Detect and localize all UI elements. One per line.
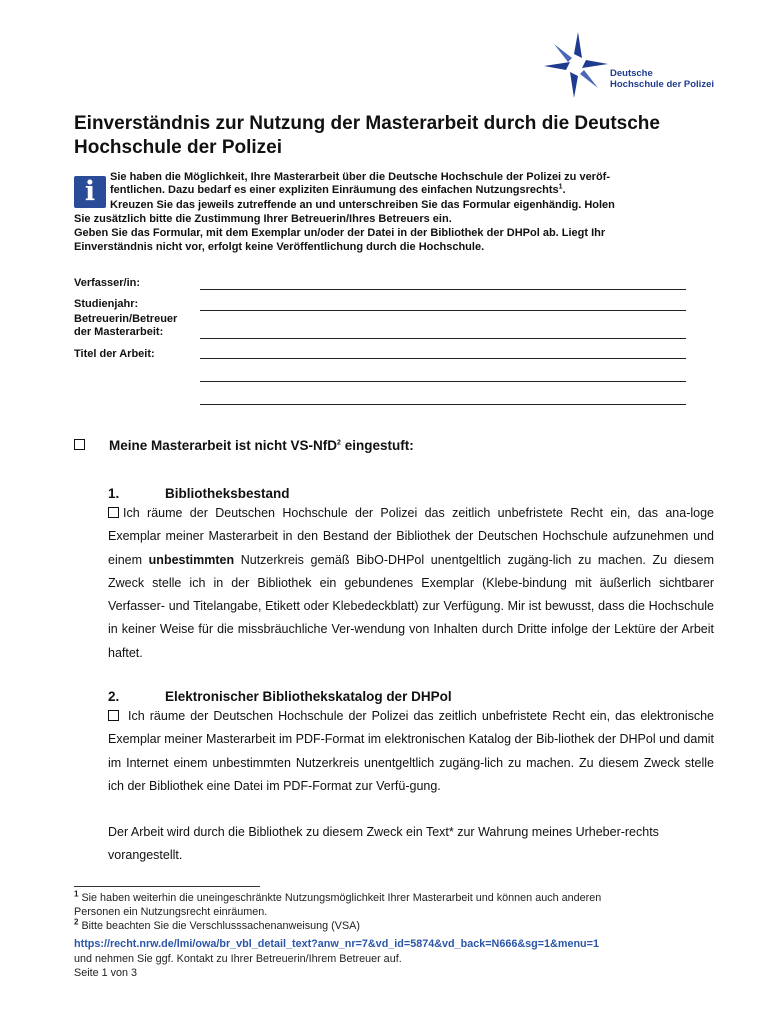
footnote-2-end: und nehmen Sie ggf. Kontakt zu Ihrer Betreuerin/Ihrem Betreuer auf. [74,953,402,965]
footnote-divider [74,886,260,887]
footnote-1-number: 1 [74,889,79,899]
section1-number: 1. [108,486,120,501]
section1-text-bold: unbestimmten [148,552,235,567]
supervisor-label-line2: der Masterarbeit: [74,326,164,338]
logo-line1: Deutsche [610,68,653,79]
supervisor-label [74,313,177,339]
vsa-link[interactable]: https://recht.nrw.de/lmi/owa/br_vbl_detail_text?anw_nr=7&vd_id=5874&vd_back=N666&sg=1&menu=1 [74,938,599,950]
electronic-catalog-checkbox[interactable] [108,710,119,721]
vs-nfd-text: Meine Masterarbeit ist nicht VS-NfD [109,438,338,453]
section1-text-before: Ich räume der Deutschen Hochschule der Polizei das zeitlich unbefristete Recht ein, das ana-loge Exemplar meiner Masterarbeit in den Bestand der Bibliothek der Deutschen Hochschule aufzunehmen und einem [108,506,714,567]
year-label: Studienjahr: [74,298,139,310]
title-line1: Einverständnis zur Nutzung der Masterarbeit durch die Deutsche [74,113,660,134]
thesis-title-field-3[interactable] [200,404,686,405]
section2-heading: Elektronischer Bibliothekskatalog der DHPol [165,689,452,704]
vs-nfd-text-end: eingestuft: [340,438,414,453]
section1-text-after: Nutzerkreis gemäß BibO-DHPol unentgeltlich zugäng-lich zu machen. Zu diesem Zweck stelle ich in der Bibliothek ein gebundenes Exemplar (Klebe-bindung mit äußerlich sichtbarer Verfasser- und Titelangabe, Etikett oder Klebedeckblatt) zur Verfügung. Mir ist bewusst, dass die Hochschule in keiner Weise für die missbräuchliche Ver-wendung von Inhalten durch Dritte infolge der Lektüre der Arbeit haftet. [108,552,714,660]
title-line2: Hochschule der Polizei [74,137,282,158]
footnote-ref-1: 1 [558,183,563,191]
author-label: Verfasser/in: [74,277,141,289]
section2-number: 2. [108,689,120,704]
thesis-title-label: Titel der Arbeit: [74,348,155,360]
intro-line6: Einverständnis nicht vor, erfolgt keine Veröffentlichung durch die Hochschule. [74,241,485,253]
info-icon-glyph: i [84,176,96,207]
intro-line4: Sie zusätzlich bitte die Zustimmung Ihrer Betreuerin/Ihres Betreuers ein. [74,213,452,225]
logo-wordmark [610,68,714,90]
intro-line1: Sie haben die Möglichkeit, Ihre Masterarbeit über die Deutsche Hochschule der Polizei zu veröf- [110,171,611,183]
vs-nfd-statement [109,438,414,454]
logo-line2: Hochschule der Polizei [610,79,714,90]
intro-line2-end: . [562,184,566,196]
intro-line5: Geben Sie das Formular, mit dem Exemplar un/oder der Datei in der Bibliothek der DHPol ab. Liegt Ihr [74,227,606,239]
supervisor-field[interactable] [200,338,686,339]
footnote-1-line2: Personen ein Nutzungsrecht einräumen. [74,906,268,918]
footnote-2 [74,917,724,933]
vs-nfd-checkbox[interactable] [74,439,85,450]
section2-paragraph [108,705,714,798]
section2-text: Ich räume der Deutschen Hochschule der Polizei das zeitlich unbefristete Recht ein, das elektronische Exemplar meiner Masterarbeit im PDF-Format im elektronischen Katalog der Bib-liothek der DHPol und damit im Internet einem unbestimmten Nutzerkreis unentgeltlich zugäng-lich zu machen. Zu diesem Zweck stelle ich der Bibliothek eine Datei im PDF-Format zur Verfü-gung. [108,709,714,793]
intro-line2-text: fentlichen. Dazu bedarf es einer expliziten Einräumung des einfachen Nutzungsrechts [110,184,559,196]
dhpol-logo [540,30,730,100]
intro-line2 [110,184,566,197]
info-icon [74,176,106,208]
section2-paragraph2: Der Arbeit wird durch die Bibliothek zu diesem Zweck ein Text* zur Wahrung meines Urheber-rechts vorangestellt. [108,825,659,863]
footnote-1 [74,889,724,905]
footnote-1-line1: Sie haben weiterhin die uneingeschränkte Nutzungsmöglichkeit Ihrer Masterarbeit und können auch anderen [81,892,602,904]
footnote-2-text: Bitte beachten Sie die Verschlusssachenanweisung (VSA) [81,920,360,932]
footnote-2-number: 2 [74,917,79,927]
thesis-title-field-1[interactable] [200,358,686,359]
section1-heading: Bibliotheksbestand [165,486,290,501]
supervisor-label-line1: Betreuerin/Betreuer [74,313,178,325]
section1-paragraph [108,502,714,665]
library-stock-checkbox[interactable] [108,507,119,518]
star-emblem-icon [540,30,610,100]
thesis-title-field-2[interactable] [200,381,686,382]
intro-line3: Kreuzen Sie das jeweils zutreffende an und unterschreiben Sie das Formular eigenhändig. Holen [110,199,615,211]
page-number: Seite 1 von 3 [74,967,138,979]
footnote-ref-2: 2 [337,439,341,447]
author-field[interactable] [200,289,686,290]
document-title [74,112,734,160]
year-field[interactable] [200,310,686,311]
